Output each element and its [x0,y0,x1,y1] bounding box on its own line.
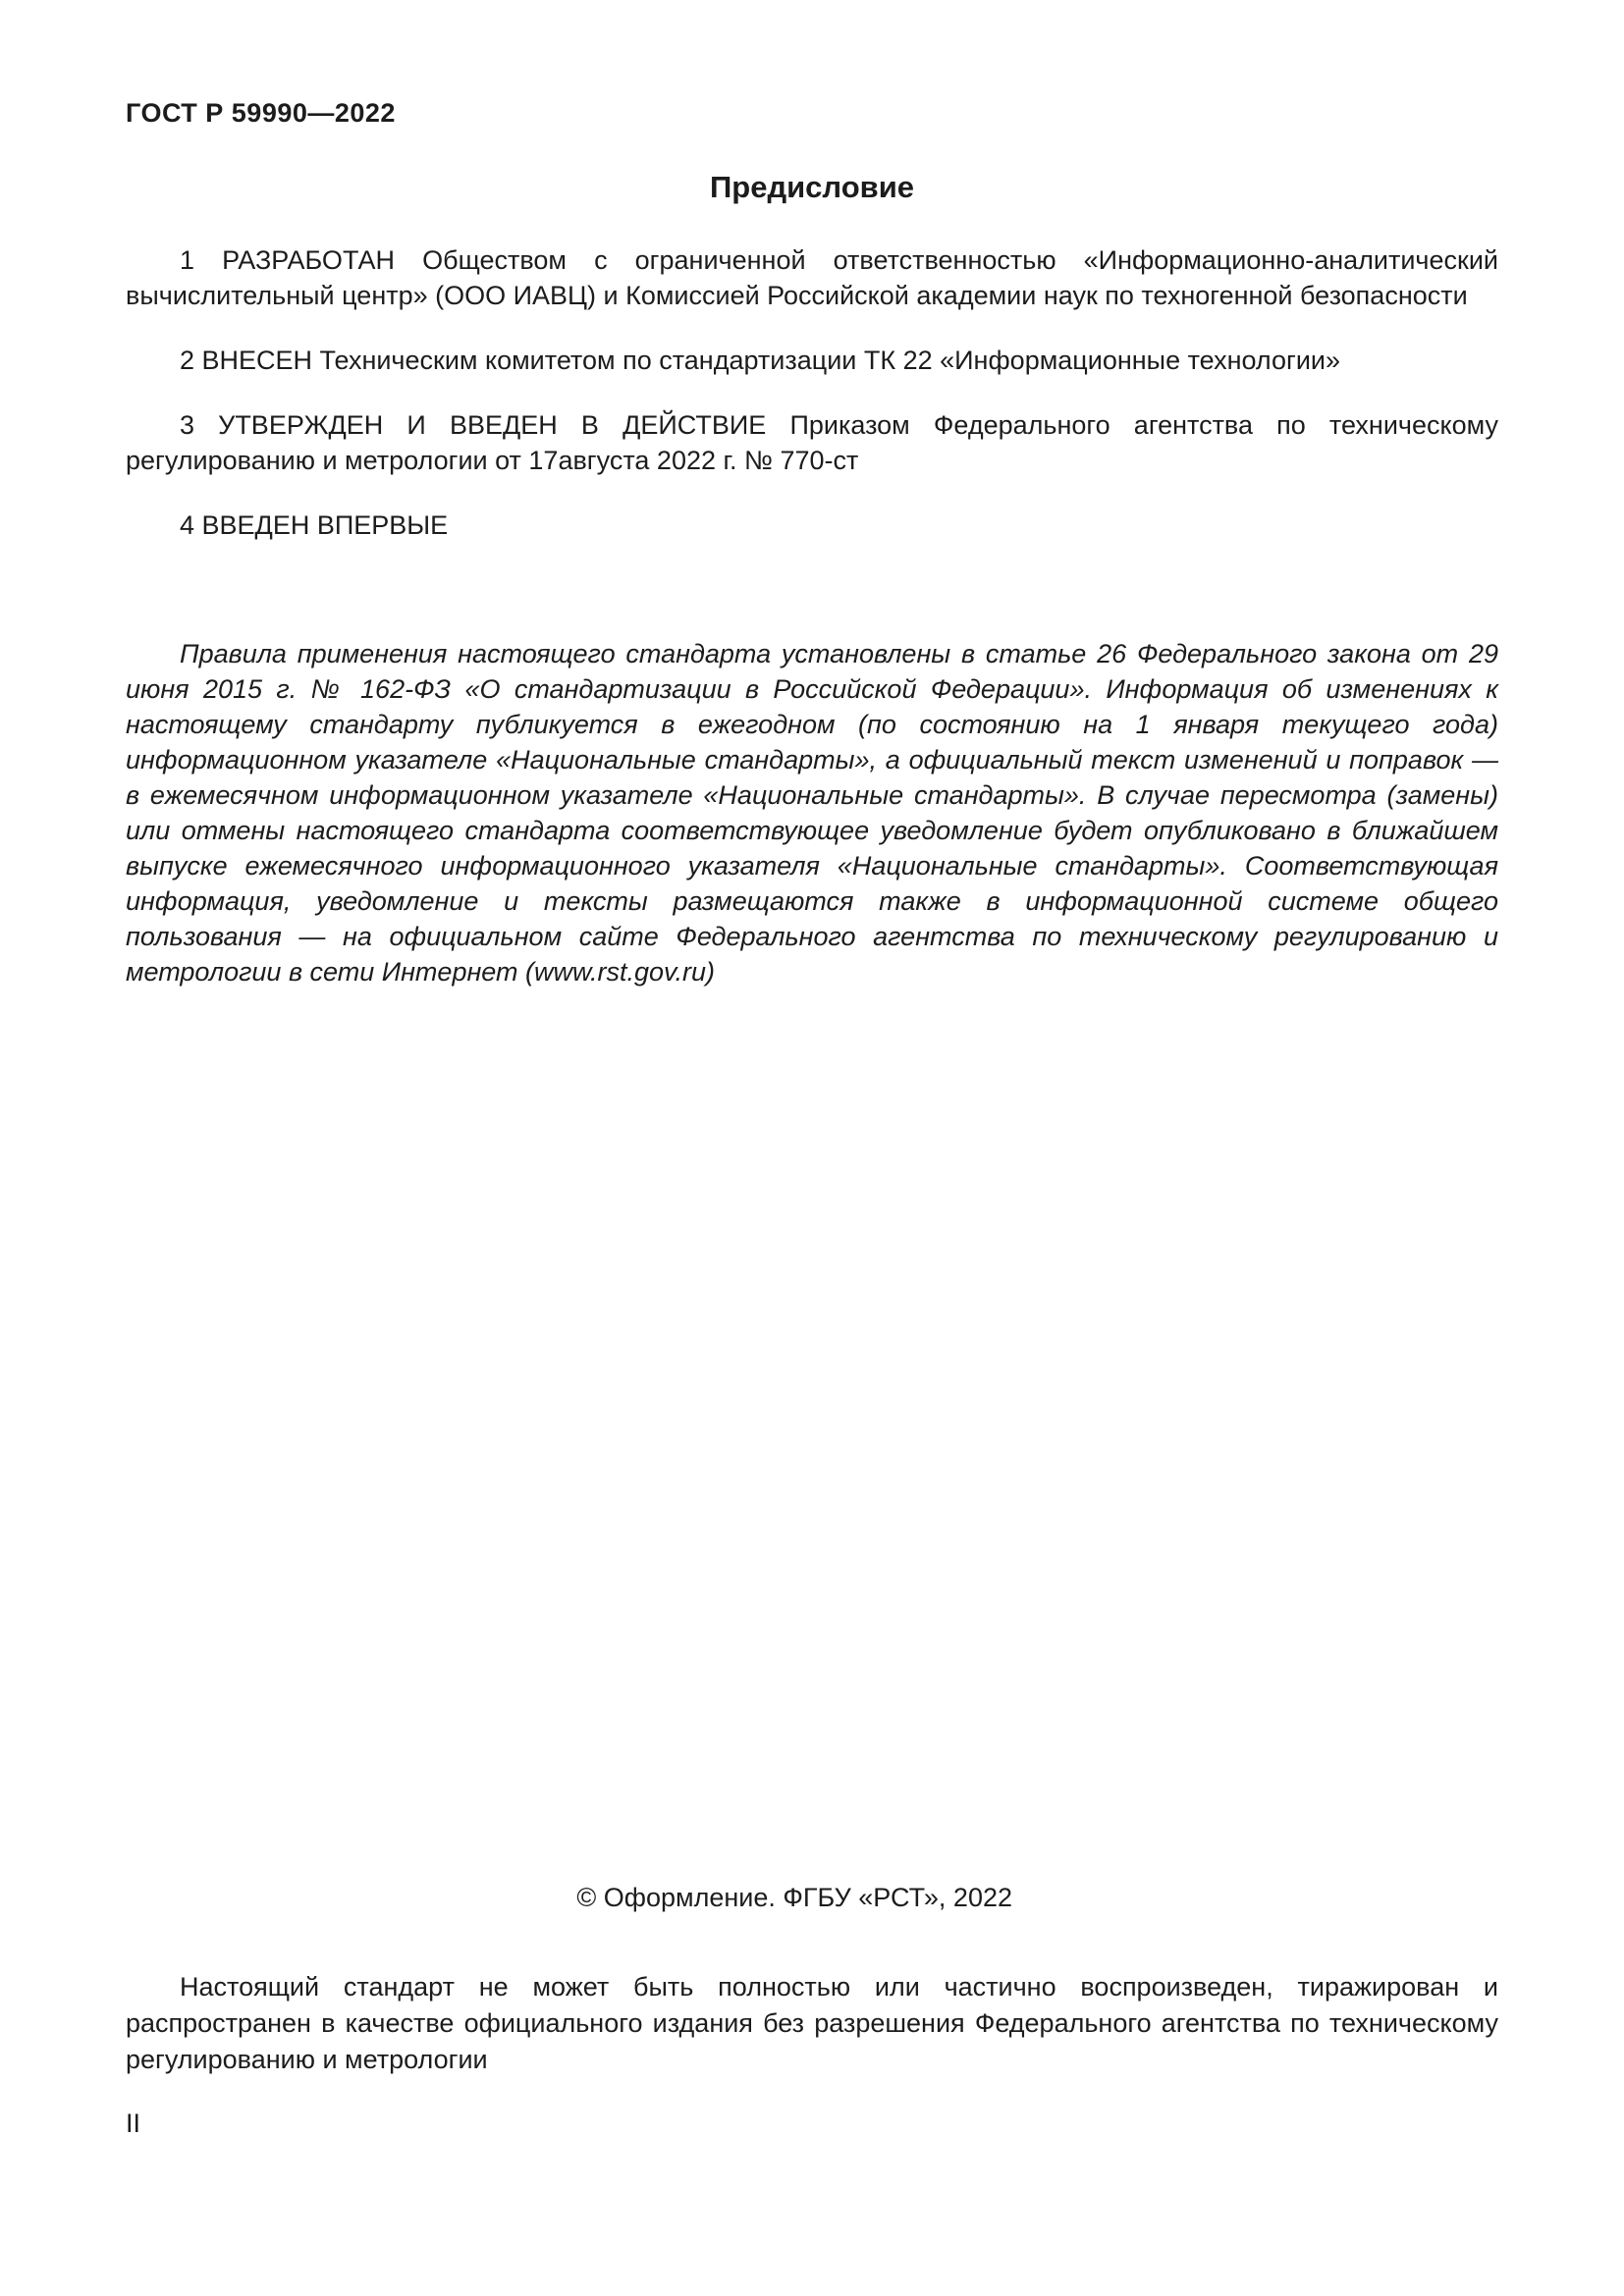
foreword-item-2: 2 ВНЕСЕН Техническим комитетом по стандартизации ТК 22 «Информационные технологии» [180,346,1341,375]
foreword-item-4: 4 ВВЕДЕН ВПЕРВЫЕ [180,510,449,540]
foreword-item-3: 3 УТВЕРЖДЕН И ВВЕДЕН В ДЕЙСТВИЕ Приказом Федерального агентства по техническому регулированию и метрологии от 17августа 2022 г. № 770-ст [126,410,1498,475]
application-rules-notice: Правила применения настоящего стандарта установлены в статье 26 Федерального закона от 29 июня 2015 г. № 162-ФЗ «О стандартизации в Российской Федерации». Информация об изменениях к настоящему стандарту публикуется в ежегодном (по состоянию на 1 января текущего года) информационном указателе «Национальные стандарты», а официальный текст изменений и поправок — в ежемесячном информационном указателе «Национальные стандарты». В случае пересмотра (замены) или отмены настоящего стандарта соответствующее уведомление будет опубликовано в ближайшем выпуске ежемесячного информационного указателя «Национальные стандарты». Соответствующая информация, уведомление и тексты размещаются также в информационной системе общего пользования — на официальном сайте Федерального агентства по техническому регулированию и метрологии в сети Интернет (www.rst.gov.ru) [126,639,1498,987]
copyright-line: © Оформление. ФГБУ «РСТ», 2022 [576,1883,1012,1912]
foreword-title: Предисловие [709,170,914,204]
page-number: II [126,2109,141,2138]
reproduction-restriction-notice: Настоящий стандарт не может быть полностью или частично воспроизведен, тиражирован и распространен в качестве официального издания без разрешения Федерального агентства по техническому регулированию и метрологии [126,1972,1498,2074]
vertical-spacer [126,989,1498,1880]
document-header-designation: ГОСТ Р 59990—2022 [126,98,396,128]
foreword-item-1: 1 РАЗРАБОТАН Обществом с ограниченной ответственностью «Информационно-аналитический вычислительный центр» (ООО ИАВЦ) и Комиссией Российской академии наук по техногенной безопасности [126,245,1498,310]
